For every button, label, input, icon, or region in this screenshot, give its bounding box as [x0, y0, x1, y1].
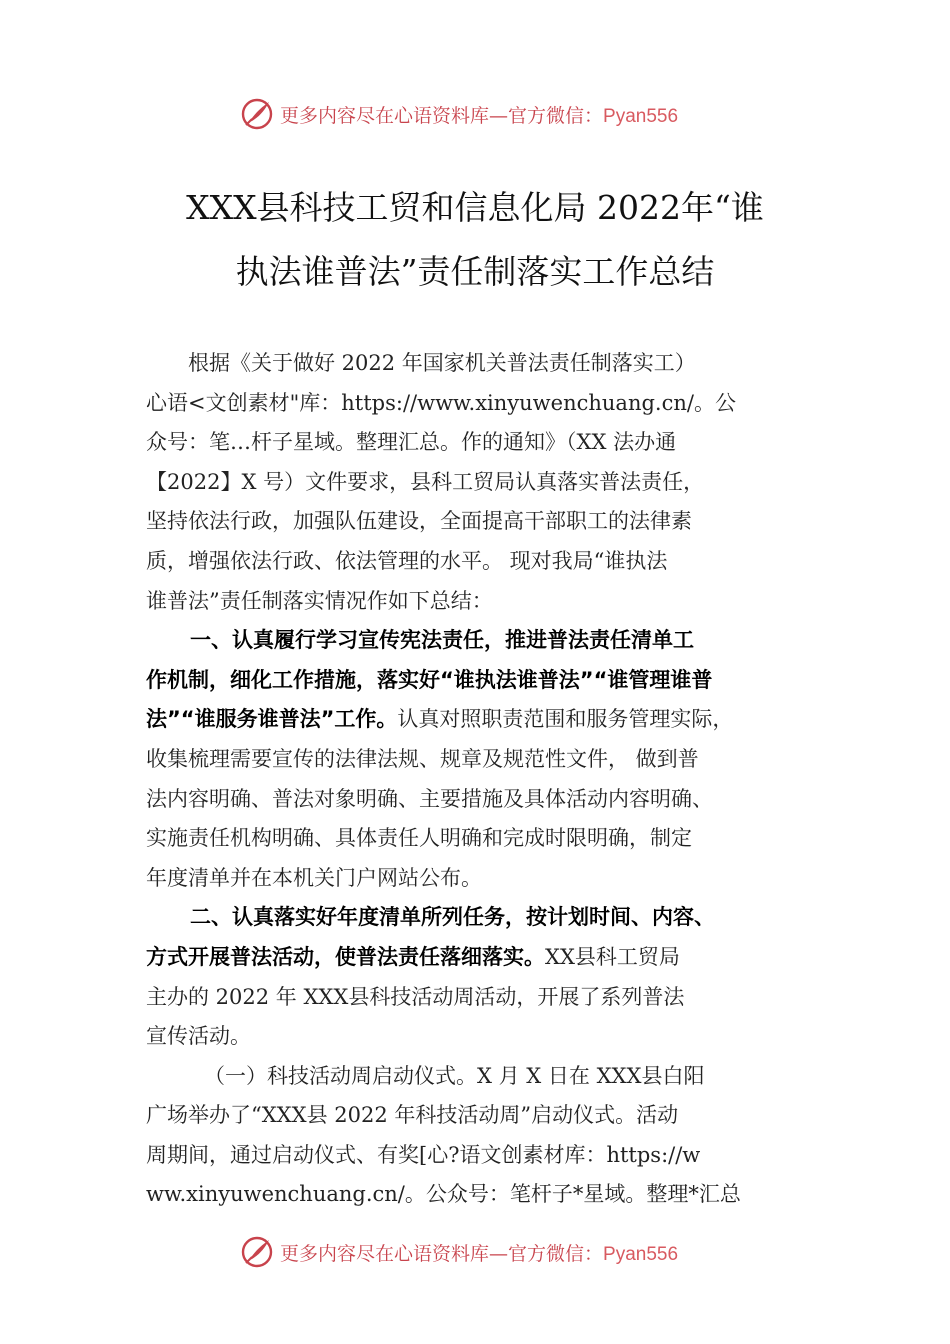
- document-body: [146, 344, 846, 1215]
- body-line: （一）科技活动周启动仪式。X 月 X 日在 XXX县白阳: [204, 1063, 705, 1088]
- quill-logo-icon: [240, 1235, 274, 1269]
- body-line: 心语<文创素材"库：https://www.xinyuwenchuang.cn/。公: [146, 390, 736, 415]
- watermark-banner-bottom: [240, 1232, 720, 1272]
- body-line: 实施责任机构明确、具体责任人明确和完成时限明确，制定: [146, 826, 692, 851]
- watermark-text: 更多内容尽在心语资料库—官方微信：Pyan556: [280, 104, 679, 127]
- body-line: 众号：笔…杆子星域。整理汇总。作的通知》（XX 法办通: [146, 430, 677, 455]
- body-line: 坚持依法行政，加强队伍建设，全面提高干部职工的法律素: [146, 509, 692, 534]
- body-line: 收集梳理需要宣传的法律法规、规章及规范性文件， 做到普: [146, 746, 699, 771]
- section-2-text: XX县科工贸局: [545, 944, 680, 969]
- section-1-mixed-line: [146, 700, 846, 740]
- body-line: 主办的 2022 年 XXX县科技活动周活动，开展了系列普法: [146, 984, 685, 1009]
- body-line: 宣传活动。: [146, 1024, 251, 1049]
- body-line: 谁普法”责任制落实情况作如下总结：: [146, 588, 493, 613]
- body-line: 年度清单并在本机关门户网站公布。: [146, 865, 482, 890]
- watermark-banner-top: [240, 94, 720, 134]
- body-line: 广场举办了“XXX县 2022 年科技活动周”启动仪式。活动: [146, 1103, 679, 1128]
- section-1-heading: 法”“谁服务谁普法”工作。: [146, 707, 398, 732]
- section-2-heading: 方式开展普法活动，使普法责任落细落实。: [146, 944, 545, 969]
- watermark-text: 更多内容尽在心语资料库—官方微信：Pyan556: [280, 1242, 679, 1265]
- body-line: 法内容明确、普法对象明确、主要措施及具体活动内容明确、: [146, 786, 713, 811]
- section-2-heading: 二、认真落实好年度清单所列任务，按计划时间、内容、: [190, 905, 715, 930]
- section-1-text: 认真对照职责范围和服务管理实际，: [397, 707, 734, 732]
- body-line: 周期间，通过启动仪式、有奖[心?语文创素材库：https://w: [146, 1142, 701, 1167]
- body-line: 质，增强依法行政、依法管理的水平。 现对我局“谁执法: [146, 548, 668, 573]
- body-line: 【2022】X 号）文件要求，县科工贸局认真落实普法责任，: [146, 469, 705, 494]
- section-1-heading: 一、认真履行学习宣传宪法责任，推进普法责任清单工: [190, 628, 694, 653]
- section-2-mixed-line: [146, 938, 846, 978]
- section-1-heading: 作机制，细化工作措施，落实好“谁执法谁普法”“谁管理谁普: [146, 667, 713, 692]
- document-title-line-1: XXX县科技工贸和信息化局 2022年“谁: [186, 188, 764, 227]
- body-line: ww.xinyuwenchuang.cn/。公众号：笔杆子*星域。整理*汇总: [146, 1182, 741, 1207]
- quill-logo-icon: [240, 97, 274, 131]
- body-line: 根据《关于做好 2022 年国家机关普法责任制落实工）: [146, 351, 696, 375]
- document-title-line-2: 执法谁普法”责任制落实工作总结: [235, 252, 715, 291]
